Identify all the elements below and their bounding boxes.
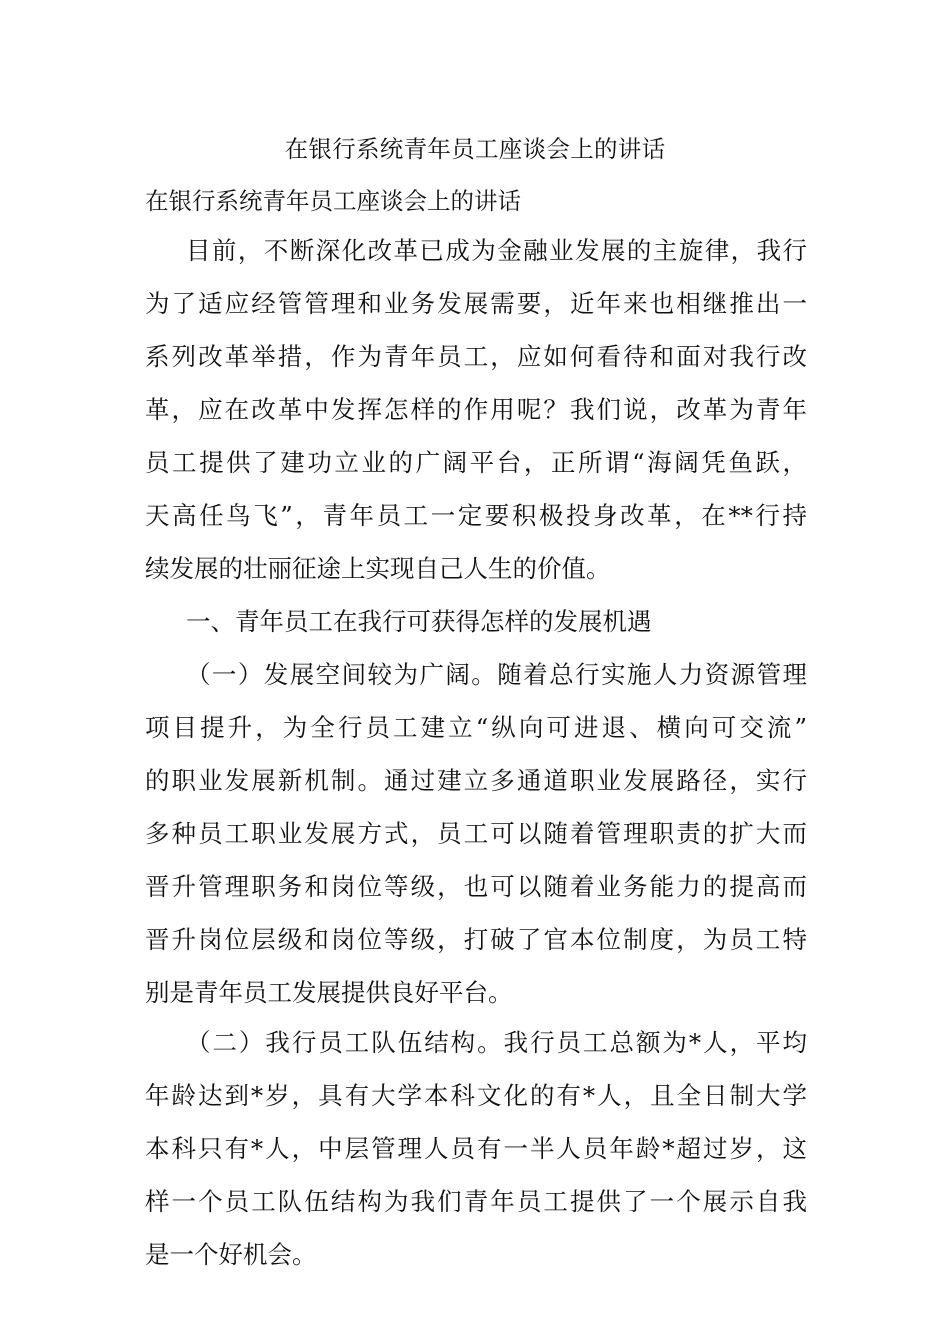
- paragraph-line: （一）发展空间较为广阔。随着总行实施人力资源管理: [186, 660, 807, 689]
- paragraph-line: 是一个好机会。: [145, 1240, 317, 1269]
- paragraph-line: 的职业发展新机制。通过建立多通道职业发展路径，实行: [145, 766, 807, 795]
- paragraph-line: 天高任鸟飞”，青年员工一定要积极投身改革，在**行持: [145, 501, 807, 530]
- paragraph-line: 样一个员工队伍结构为我们青年员工提供了一个展示自我: [145, 1187, 807, 1216]
- paragraph-line: 多种员工职业发展方式，员工可以随着管理职责的扩大而: [145, 819, 807, 848]
- paragraph-line: 目前，不断深化改革已成为金融业发展的主旋律，我行: [186, 236, 807, 265]
- document-title: 在银行系统青年员工座谈会上的讲话: [284, 135, 666, 163]
- paragraph-line: 项目提升，为全行员工建立“纵向可进退、横向可交流”: [145, 713, 807, 742]
- paragraph-line: 别是青年员工发展提供良好平台。: [145, 978, 513, 1007]
- paragraph-line: （二）我行员工队伍结构。我行员工总额为*人，平均: [186, 1028, 807, 1057]
- document-subtitle: 在银行系统青年员工座谈会上的讲话: [145, 187, 521, 215]
- paragraph-line: 晋升管理职务和岗位等级，也可以随着业务能力的提高而: [145, 872, 807, 901]
- paragraph-line: 年龄达到*岁，具有大学本科文化的有*人，且全日制大学: [145, 1081, 807, 1110]
- paragraph-line: 为了适应经管管理和业务发展需要，近年来也相继推出一: [145, 289, 807, 318]
- paragraph-line: 系列改革举措，作为青年员工，应如何看待和面对我行改: [145, 342, 807, 371]
- section-heading: 一、青年员工在我行可获得怎样的发展机遇: [186, 607, 652, 636]
- paragraph-line: 续发展的壮丽征途上实现自己人生的价值。: [145, 554, 611, 583]
- paragraph-line: 革，应在改革中发挥怎样的作用呢？我们说，改革为青年: [145, 395, 807, 424]
- paragraph-line: 晋升岗位层级和岗位等级，打破了官本位制度，为员工特: [145, 925, 807, 954]
- paragraph-line: 本科只有*人，中层管理人员有一半人员年龄*超过岁，这: [145, 1134, 807, 1163]
- paragraph-line: 员工提供了建功立业的广阔平台，正所谓“海阔凭鱼跃，: [145, 448, 807, 477]
